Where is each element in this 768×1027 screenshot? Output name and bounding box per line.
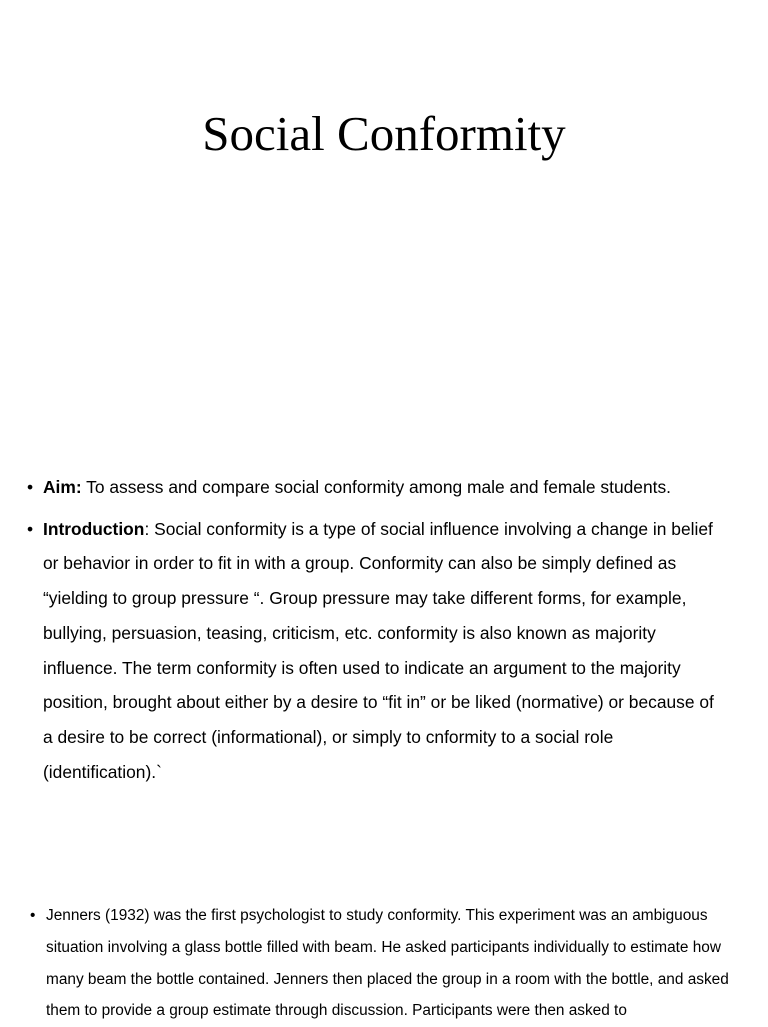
bullet-icon: • (27, 518, 34, 539)
jenners-text: Jenners (1932) was the first psychologist to study conformity. This experiment was an ambiguous situation involving a glass bottle filled with beam. He asked participants individually to estimate how many beam the bottle contained. Jenners then placed the group in a room with the bottle, and asked them to provide a group estimate through discussion. Participants were then asked to (46, 907, 729, 1020)
bullet-icon: • (27, 477, 34, 497)
bullet-list (30, 900, 746, 1027)
jenners-bullet (30, 900, 746, 1027)
aim-introduction-slide (0, 440, 768, 840)
slide-title: Social Conformity (202, 106, 566, 161)
aim-text: To assess and compare social conformity among male and female students. (81, 477, 671, 497)
introduction-bullet (27, 512, 727, 790)
bullet-icon: • (30, 907, 36, 924)
title-slide (0, 0, 768, 420)
introduction-text: : Social conformity is a type of social influence involving a change in belief or behavior in order to fit in with a group. Conformity can also be simply defined as “yielding to group pressure “. Group pressure may take different forms, for example, bullying, persuasion, teasing, criticism, etc. conformity is also known as majority influence. The term conformity is often used to indicate an argument to the majority position, brought about either by a desire to “fit in” or be liked (normative) or because of a desire to be correct (informational), or simply to cnformity to a social role (identification).` (43, 518, 714, 782)
introduction-label: Introduction (43, 518, 145, 539)
bullet-list (27, 470, 727, 796)
jenners-slide (0, 870, 768, 1024)
aim-label: Aim: (43, 477, 82, 497)
aim-bullet (27, 470, 727, 505)
